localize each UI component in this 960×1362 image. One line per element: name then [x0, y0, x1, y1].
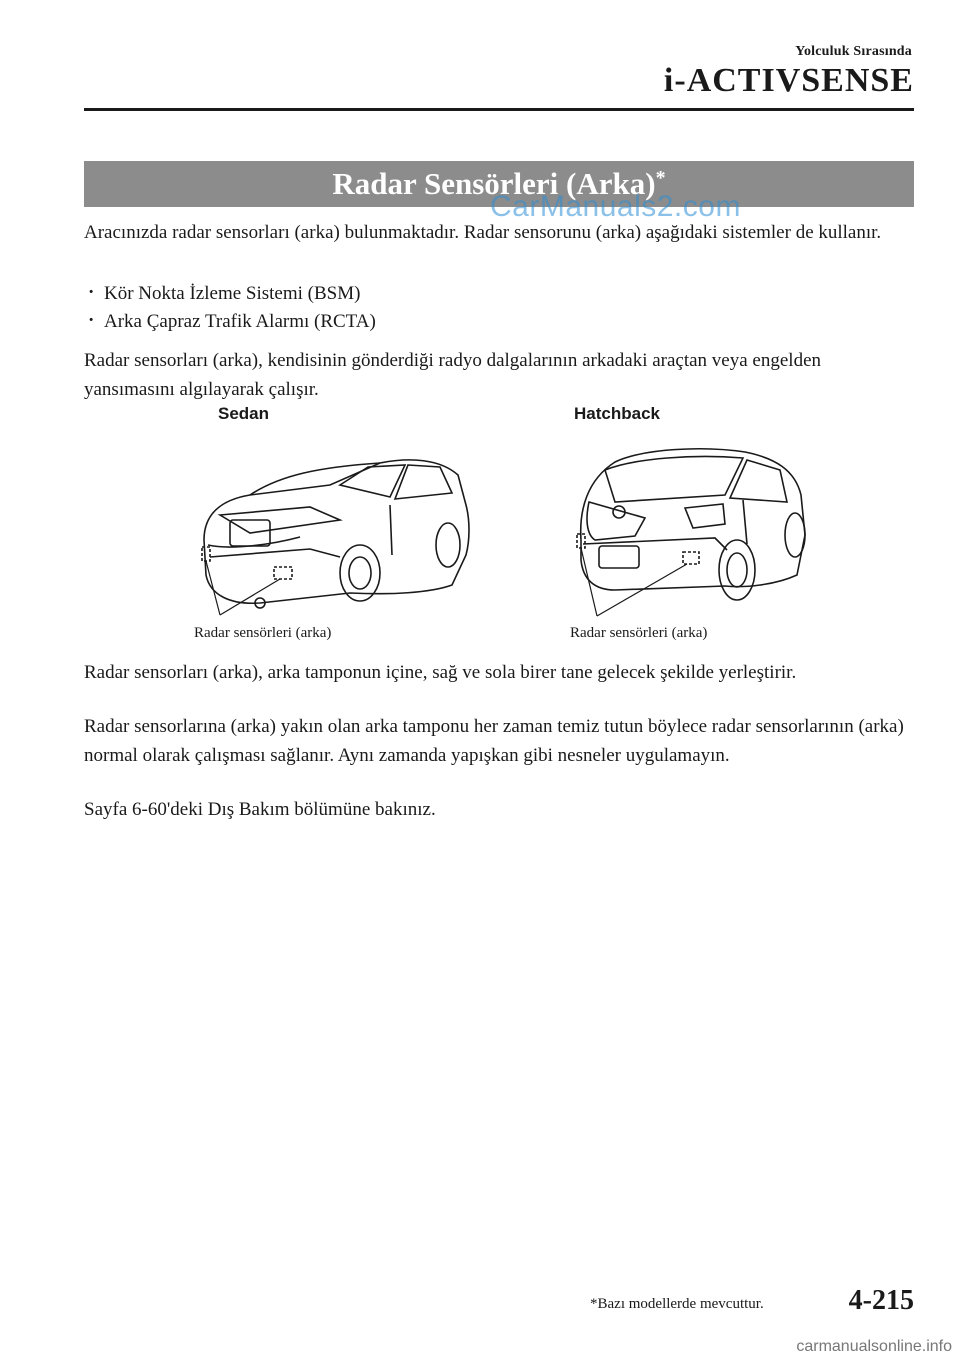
hatchback-illustration — [575, 440, 810, 620]
header-divider — [84, 108, 914, 111]
figure-label-hatchback: Hatchback — [574, 404, 660, 423]
placement-paragraph: Radar sensorları (arka), arka tamponun içine, sağ ve sola birer tane gelecek şekilde yerleştirir. — [84, 662, 797, 683]
figure-caption-sedan: Radar sensörleri (arka) — [194, 625, 332, 641]
intro-paragraph: Aracınızda radar sensorları (arka) bulunmaktadır. Radar sensorunu (arka) aşağıdaki sistemler de kullanır. — [84, 222, 882, 243]
operation-paragraph: Radar sensorları (arka), kendisinin gönderdiği radyo dalgalarının arkadaki araçtan veya engelden yansımasını algılayarak çalışır. — [84, 350, 822, 400]
figure-label-sedan: Sedan — [218, 404, 270, 423]
chapter-title: i-ACTIVSENSE — [663, 62, 914, 99]
bottom-watermark: carmanualsonline.info — [796, 1338, 952, 1355]
page-number: 4-215 — [848, 1285, 914, 1316]
systems-list — [84, 280, 376, 336]
list-item: · Kör Nokta İzleme Sistemi (BSM) — [84, 280, 376, 308]
section-title: Radar Sensörleri (Arka) — [332, 166, 656, 201]
care-paragraph: Radar sensorlarına (arka) yakın olan arka tamponu her zaman temiz tutun böylece radar sensorlarının (arka) normal olarak çalışması sağlanır. Aynı zamanda yapışkan gibi nesneler uygulamayın. — [84, 716, 904, 766]
sedan-illustration — [190, 445, 480, 620]
watermark: CarManuals2.com — [490, 190, 741, 223]
reference-paragraph: Sayfa 6-60'deki Dış Bakım bölümüne bakınız. — [84, 799, 436, 820]
section-header: Yolculuk Sırasında — [795, 44, 912, 59]
list-item: · Arka Çapraz Trafik Alarmı (RCTA) — [84, 308, 376, 336]
footnote: *Bazı modellerde mevcuttur. — [590, 1296, 764, 1312]
availability-asterisk: * — [655, 167, 666, 189]
figure-caption-hatchback: Radar sensörleri (arka) — [570, 625, 708, 641]
